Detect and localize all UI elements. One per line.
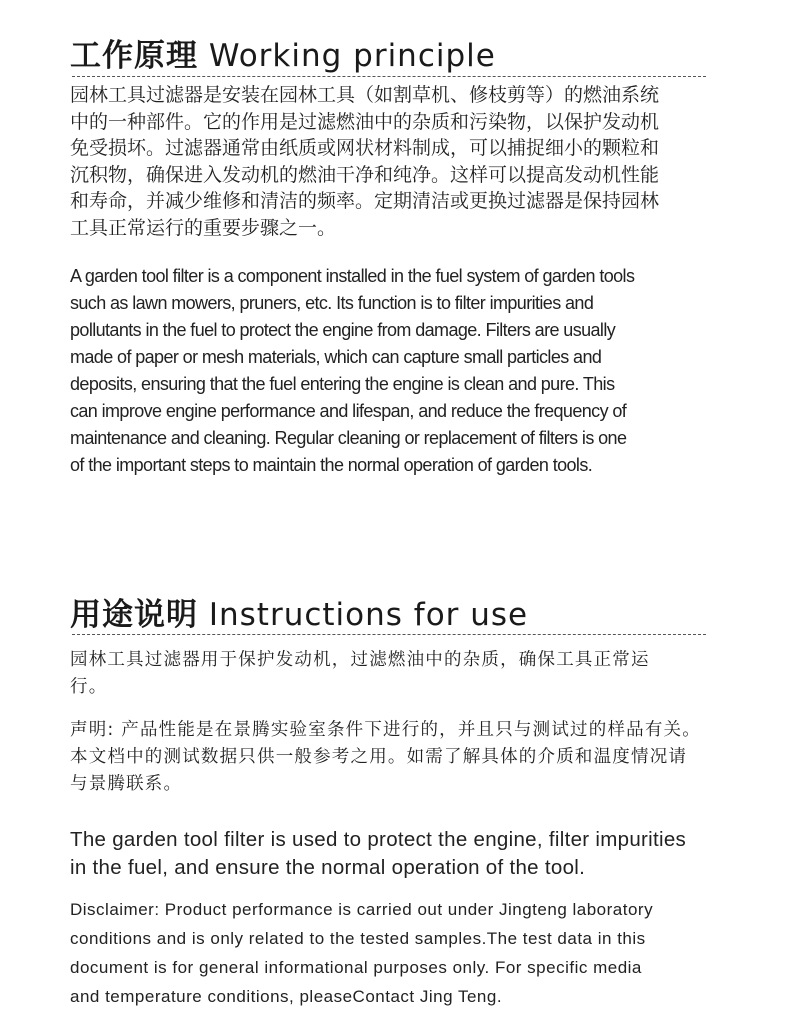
title-cn: 工作原理 — [70, 38, 198, 74]
text-line: maintenance and cleaning. Regular cleaning or replacement of filters is one — [70, 428, 627, 448]
text-line: The garden tool filter is used to protect the engine, filter impurities — [70, 828, 687, 851]
disclaimer-cn — [70, 717, 730, 798]
text-line: and temperature conditions, pleaseContact Jing Teng. — [70, 987, 503, 1006]
section-title-instructions — [70, 589, 730, 634]
divider — [72, 76, 706, 77]
text-line: document is for general informational purposes only. For specific media — [70, 958, 642, 977]
title-en: Working principle — [208, 38, 496, 74]
text-line: pollutants in the fuel to protect the engine from damage. Filters are usually — [70, 320, 616, 340]
divider — [72, 634, 706, 635]
text-line: 中的一种部件。它的作用是过滤燃油中的杂质和污染物，以保护发动机 — [70, 110, 660, 133]
text-line: can improve engine performance and lifespan, and reduce the frequency of — [70, 401, 627, 421]
text-line: 声明: 产品性能是在景腾实验室条件下进行的，并且只与测试过的样品有关。 — [70, 720, 701, 740]
text-line: 沉积物，确保进入发动机的燃油干净和纯净。这样可以提高发动机性能 — [70, 163, 660, 186]
text-line: 工具正常运行的重要步骤之一。 — [70, 216, 337, 239]
text-line: 和寿命，并减少维修和清洁的频率。定期清洁或更换过滤器是保持园林 — [70, 190, 660, 213]
text-line: 园林工具过滤器用于保护发动机，过滤燃油中的杂质，确保工具正常运 — [70, 650, 650, 670]
title-en: Instructions for use — [208, 597, 529, 633]
usage-cn — [70, 647, 730, 701]
text-line: made of paper or mesh materials, which can capture small particles and — [70, 347, 602, 367]
text-line: 本文档中的测试数据只供一般参考之用。如需了解具体的介质和温度情况请 — [70, 747, 688, 767]
section-title-working-principle — [70, 30, 730, 75]
text-line: 免受损坏。过滤器通常由纸质或网状材料制成，可以捕捉细小的颗粒和 — [70, 137, 660, 160]
text-line: 园林工具过滤器是安装在园林工具（如割草机、修枝剪等）的燃油系统 — [70, 84, 660, 106]
paragraph-en — [70, 263, 730, 479]
text-line: 与景腾联系。 — [70, 774, 183, 794]
usage-en — [70, 826, 730, 881]
text-line: such as lawn mowers, pruners, etc. Its function is to filter impurities and — [70, 293, 594, 313]
paragraph-cn — [70, 82, 730, 242]
text-line: conditions and is only related to the tested samples.The test data in this — [70, 929, 646, 948]
title-cn: 用途说明 — [70, 597, 198, 633]
text-line: of the important steps to maintain the normal operation of garden tools. — [70, 455, 593, 475]
text-line: Disclaimer: Product performance is carried out under Jingteng laboratory — [70, 900, 654, 919]
disclaimer-en — [70, 895, 730, 1011]
text-line: deposits, ensuring that the fuel entering the engine is clean and pure. This — [70, 374, 615, 394]
text-line: 行。 — [70, 677, 108, 697]
text-line: in the fuel, and ensure the normal operation of the tool. — [70, 855, 586, 879]
text-line: A garden tool filter is a component installed in the fuel system of garden tools — [70, 266, 635, 286]
